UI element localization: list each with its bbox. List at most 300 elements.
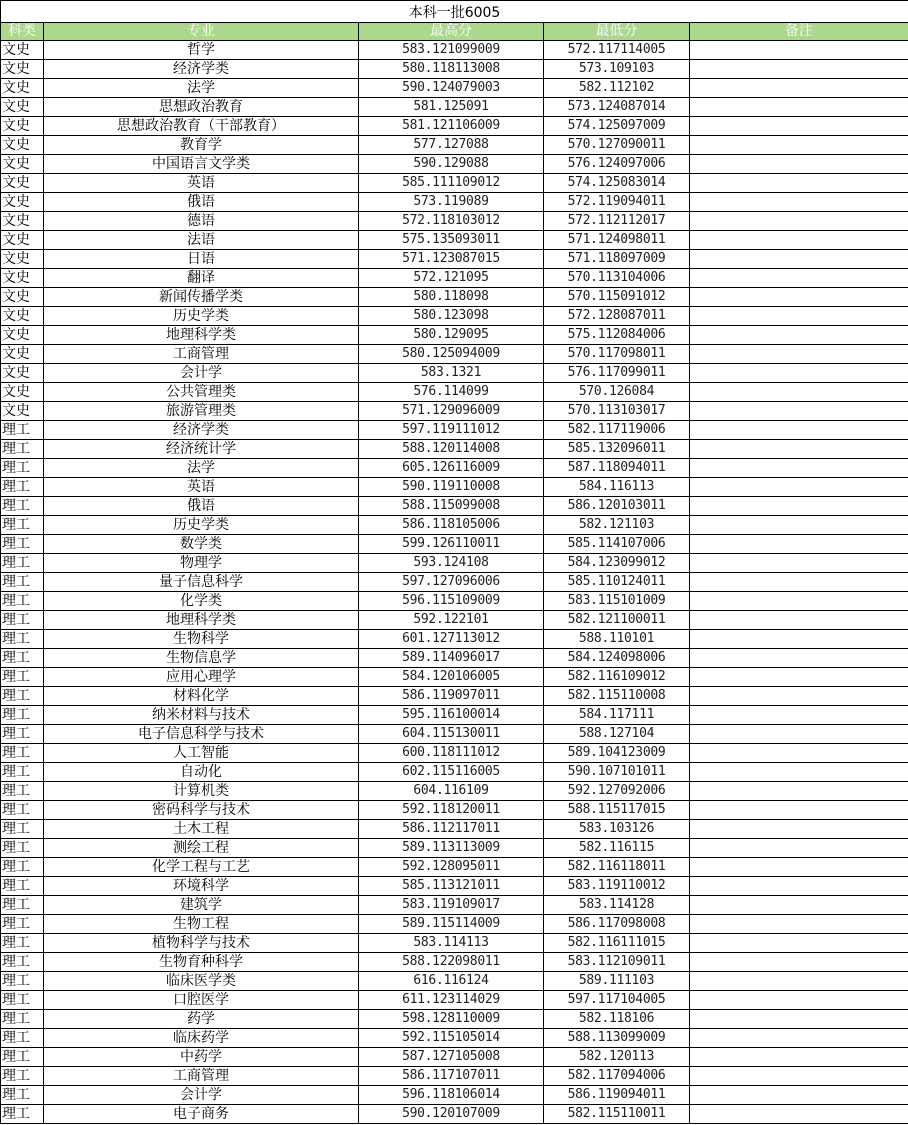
max-score-cell[interactable]: 586.119097011 <box>359 687 544 706</box>
note-cell[interactable] <box>690 763 908 782</box>
note-cell[interactable] <box>690 953 908 972</box>
note-cell[interactable] <box>690 535 908 554</box>
max-score-cell[interactable]: 575.135093011 <box>359 231 544 250</box>
category-cell[interactable]: 文史 <box>1 174 44 193</box>
major-cell[interactable]: 英语 <box>44 174 359 193</box>
max-score-cell[interactable]: 599.126110011 <box>359 535 544 554</box>
max-score-cell[interactable]: 572.121095 <box>359 269 544 288</box>
major-cell[interactable]: 法语 <box>44 231 359 250</box>
major-cell[interactable]: 数学类 <box>44 535 359 554</box>
max-score-cell[interactable]: 581.125091 <box>359 98 544 117</box>
table-title[interactable]: 本科一批6005 <box>1 1 908 23</box>
min-score-cell[interactable]: 574.125083014 <box>544 174 690 193</box>
table-row <box>1 706 908 725</box>
note-cell[interactable] <box>690 79 908 98</box>
category-cell[interactable]: 理工 <box>1 630 44 649</box>
note-cell[interactable] <box>690 60 908 79</box>
header-category[interactable]: 科类 <box>1 23 44 41</box>
major-cell[interactable]: 德语 <box>44 212 359 231</box>
category-cell[interactable]: 理工 <box>1 953 44 972</box>
max-score-cell[interactable]: 588.122098011 <box>359 953 544 972</box>
note-cell[interactable] <box>690 896 908 915</box>
category-cell[interactable]: 理工 <box>1 440 44 459</box>
max-score-cell[interactable]: 597.127096006 <box>359 573 544 592</box>
note-cell[interactable] <box>690 649 908 668</box>
max-score-cell[interactable]: 592.122101 <box>359 611 544 630</box>
major-cell[interactable]: 教育学 <box>44 136 359 155</box>
major-cell[interactable]: 思想政治教育（干部教育） <box>44 117 359 136</box>
max-score-cell[interactable]: 583.1321 <box>359 364 544 383</box>
note-cell[interactable] <box>690 915 908 934</box>
note-cell[interactable] <box>690 478 908 497</box>
max-score-cell[interactable]: 616.116124 <box>359 972 544 991</box>
note-cell[interactable] <box>690 98 908 117</box>
category-cell[interactable]: 理工 <box>1 1105 44 1124</box>
max-score-cell[interactable]: 585.111109012 <box>359 174 544 193</box>
max-score-cell[interactable]: 583.119109017 <box>359 896 544 915</box>
min-score-cell[interactable]: 583.114128 <box>544 896 690 915</box>
min-score-cell[interactable]: 588.127104 <box>544 725 690 744</box>
major-cell[interactable]: 经济统计学 <box>44 440 359 459</box>
note-cell[interactable] <box>690 1048 908 1067</box>
note-cell[interactable] <box>690 155 908 174</box>
max-score-cell[interactable]: 573.119089 <box>359 193 544 212</box>
category-cell[interactable]: 理工 <box>1 725 44 744</box>
note-cell[interactable] <box>690 364 908 383</box>
note-cell[interactable] <box>690 383 908 402</box>
min-score-cell[interactable]: 570.126084 <box>544 383 690 402</box>
note-cell[interactable] <box>690 573 908 592</box>
category-cell[interactable]: 文史 <box>1 231 44 250</box>
min-score-cell[interactable]: 597.117104005 <box>544 991 690 1010</box>
max-score-cell[interactable]: 589.114096017 <box>359 649 544 668</box>
category-cell[interactable]: 理工 <box>1 516 44 535</box>
major-cell[interactable]: 人工智能 <box>44 744 359 763</box>
major-cell[interactable]: 植物科学与技术 <box>44 934 359 953</box>
major-cell[interactable]: 物理学 <box>44 554 359 573</box>
note-cell[interactable] <box>690 307 908 326</box>
min-score-cell[interactable]: 588.110101 <box>544 630 690 649</box>
major-cell[interactable]: 计算机类 <box>44 782 359 801</box>
note-cell[interactable] <box>690 782 908 801</box>
note-cell[interactable] <box>690 497 908 516</box>
note-cell[interactable] <box>690 630 908 649</box>
min-score-cell[interactable]: 570.113104006 <box>544 269 690 288</box>
category-cell[interactable]: 文史 <box>1 269 44 288</box>
category-cell[interactable]: 文史 <box>1 364 44 383</box>
note-cell[interactable] <box>690 345 908 364</box>
category-cell[interactable]: 理工 <box>1 668 44 687</box>
min-score-cell[interactable]: 584.116113 <box>544 478 690 497</box>
major-cell[interactable]: 地理科学类 <box>44 326 359 345</box>
max-score-cell[interactable]: 590.120107009 <box>359 1105 544 1124</box>
category-cell[interactable]: 理工 <box>1 1048 44 1067</box>
table-row <box>1 592 908 611</box>
table-row <box>1 801 908 820</box>
category-cell[interactable]: 理工 <box>1 801 44 820</box>
category-cell[interactable]: 理工 <box>1 896 44 915</box>
min-score-cell[interactable]: 572.112112017 <box>544 212 690 231</box>
major-cell[interactable]: 药学 <box>44 1010 359 1029</box>
major-cell[interactable]: 俄语 <box>44 497 359 516</box>
note-cell[interactable] <box>690 402 908 421</box>
max-score-cell[interactable]: 602.115116005 <box>359 763 544 782</box>
category-cell[interactable]: 理工 <box>1 763 44 782</box>
major-cell[interactable]: 临床药学 <box>44 1029 359 1048</box>
major-cell[interactable]: 历史学类 <box>44 307 359 326</box>
min-score-cell[interactable]: 582.117094006 <box>544 1067 690 1086</box>
category-cell[interactable]: 理工 <box>1 592 44 611</box>
major-cell[interactable]: 会计学 <box>44 1086 359 1105</box>
major-cell[interactable]: 法学 <box>44 459 359 478</box>
major-cell[interactable]: 应用心理学 <box>44 668 359 687</box>
max-score-cell[interactable]: 595.116100014 <box>359 706 544 725</box>
major-cell[interactable]: 建筑学 <box>44 896 359 915</box>
note-cell[interactable] <box>690 611 908 630</box>
min-score-cell[interactable]: 584.117111 <box>544 706 690 725</box>
max-score-cell[interactable]: 593.124108 <box>359 554 544 573</box>
category-cell[interactable]: 文史 <box>1 212 44 231</box>
category-cell[interactable]: 理工 <box>1 573 44 592</box>
min-score-cell[interactable]: 583.115101009 <box>544 592 690 611</box>
note-cell[interactable] <box>690 687 908 706</box>
note-cell[interactable] <box>690 1086 908 1105</box>
max-score-cell[interactable]: 586.118105006 <box>359 516 544 535</box>
max-score-cell[interactable]: 576.114099 <box>359 383 544 402</box>
note-cell[interactable] <box>690 801 908 820</box>
max-score-cell[interactable]: 589.113113009 <box>359 839 544 858</box>
note-cell[interactable] <box>690 858 908 877</box>
note-cell[interactable] <box>690 972 908 991</box>
header-note[interactable]: 备注 <box>690 23 908 41</box>
min-score-cell[interactable]: 586.120103011 <box>544 497 690 516</box>
min-score-cell[interactable]: 572.117114005 <box>544 41 690 60</box>
note-cell[interactable] <box>690 516 908 535</box>
note-cell[interactable] <box>690 231 908 250</box>
min-score-cell[interactable]: 587.118094011 <box>544 459 690 478</box>
note-cell[interactable] <box>690 839 908 858</box>
min-score-cell[interactable]: 590.107101011 <box>544 763 690 782</box>
major-cell[interactable]: 中药学 <box>44 1048 359 1067</box>
min-score-cell[interactable]: 582.117119006 <box>544 421 690 440</box>
category-cell[interactable]: 理工 <box>1 1086 44 1105</box>
category-cell[interactable]: 文史 <box>1 250 44 269</box>
category-cell[interactable]: 理工 <box>1 877 44 896</box>
note-cell[interactable] <box>690 877 908 896</box>
min-score-cell[interactable]: 582.116118011 <box>544 858 690 877</box>
major-cell[interactable]: 法学 <box>44 79 359 98</box>
max-score-cell[interactable]: 580.129095 <box>359 326 544 345</box>
min-score-cell[interactable]: 573.124087014 <box>544 98 690 117</box>
header-min-score[interactable]: 最低分 <box>544 23 690 41</box>
category-cell[interactable]: 理工 <box>1 972 44 991</box>
category-cell[interactable]: 文史 <box>1 288 44 307</box>
category-cell[interactable]: 文史 <box>1 193 44 212</box>
min-score-cell[interactable]: 582.116111015 <box>544 934 690 953</box>
max-score-cell[interactable]: 577.127088 <box>359 136 544 155</box>
max-score-cell[interactable]: 585.113121011 <box>359 877 544 896</box>
note-cell[interactable] <box>690 136 908 155</box>
category-cell[interactable]: 文史 <box>1 98 44 117</box>
major-cell[interactable]: 环境科学 <box>44 877 359 896</box>
max-score-cell[interactable]: 571.129096009 <box>359 402 544 421</box>
major-cell[interactable]: 经济学类 <box>44 60 359 79</box>
max-score-cell[interactable]: 592.115105014 <box>359 1029 544 1048</box>
major-cell[interactable]: 经济学类 <box>44 421 359 440</box>
major-cell[interactable]: 量子信息科学 <box>44 573 359 592</box>
max-score-cell[interactable]: 596.118106014 <box>359 1086 544 1105</box>
note-cell[interactable] <box>690 421 908 440</box>
major-cell[interactable]: 中国语言文学类 <box>44 155 359 174</box>
category-cell[interactable]: 文史 <box>1 383 44 402</box>
max-score-cell[interactable]: 596.115109009 <box>359 592 544 611</box>
max-score-cell[interactable]: 592.118120011 <box>359 801 544 820</box>
min-score-cell[interactable]: 576.124097006 <box>544 155 690 174</box>
category-cell[interactable]: 理工 <box>1 611 44 630</box>
min-score-cell[interactable]: 582.116115 <box>544 839 690 858</box>
max-score-cell[interactable]: 580.118098 <box>359 288 544 307</box>
min-score-cell[interactable]: 584.124098006 <box>544 649 690 668</box>
max-score-cell[interactable]: 604.115130011 <box>359 725 544 744</box>
category-cell[interactable]: 文史 <box>1 136 44 155</box>
major-cell[interactable]: 材料化学 <box>44 687 359 706</box>
note-cell[interactable] <box>690 269 908 288</box>
min-score-cell[interactable]: 570.117098011 <box>544 345 690 364</box>
note-cell[interactable] <box>690 744 908 763</box>
note-cell[interactable] <box>690 1029 908 1048</box>
note-cell[interactable] <box>690 326 908 345</box>
major-cell[interactable]: 俄语 <box>44 193 359 212</box>
major-cell[interactable]: 生物工程 <box>44 915 359 934</box>
max-score-cell[interactable]: 586.112117011 <box>359 820 544 839</box>
min-score-cell[interactable]: 582.116109012 <box>544 668 690 687</box>
max-score-cell[interactable]: 583.121099009 <box>359 41 544 60</box>
major-cell[interactable]: 纳米材料与技术 <box>44 706 359 725</box>
note-cell[interactable] <box>690 117 908 136</box>
major-cell[interactable]: 翻译 <box>44 269 359 288</box>
max-score-cell[interactable]: 589.115114009 <box>359 915 544 934</box>
min-score-cell[interactable]: 570.127090011 <box>544 136 690 155</box>
note-cell[interactable] <box>690 934 908 953</box>
max-score-cell[interactable]: 588.115099008 <box>359 497 544 516</box>
major-cell[interactable]: 电子商务 <box>44 1105 359 1124</box>
note-cell[interactable] <box>690 820 908 839</box>
max-score-cell[interactable]: 581.121106009 <box>359 117 544 136</box>
min-score-cell[interactable]: 592.127092006 <box>544 782 690 801</box>
max-score-cell[interactable]: 580.118113008 <box>359 60 544 79</box>
max-score-cell[interactable]: 572.118103012 <box>359 212 544 231</box>
category-cell[interactable]: 理工 <box>1 1010 44 1029</box>
major-cell[interactable]: 临床医学类 <box>44 972 359 991</box>
min-score-cell[interactable]: 571.124098011 <box>544 231 690 250</box>
category-cell[interactable]: 文史 <box>1 326 44 345</box>
note-cell[interactable] <box>690 592 908 611</box>
min-score-cell[interactable]: 588.113099009 <box>544 1029 690 1048</box>
min-score-cell[interactable]: 582.112102 <box>544 79 690 98</box>
max-score-cell[interactable]: 590.119110008 <box>359 478 544 497</box>
category-cell[interactable]: 文史 <box>1 345 44 364</box>
major-cell[interactable]: 生物育种科学 <box>44 953 359 972</box>
min-score-cell[interactable]: 589.104123009 <box>544 744 690 763</box>
category-cell[interactable]: 理工 <box>1 744 44 763</box>
category-cell[interactable]: 文史 <box>1 155 44 174</box>
major-cell[interactable]: 密码科学与技术 <box>44 801 359 820</box>
category-cell[interactable]: 文史 <box>1 79 44 98</box>
note-cell[interactable] <box>690 706 908 725</box>
major-cell[interactable]: 生物信息学 <box>44 649 359 668</box>
major-cell[interactable]: 工商管理 <box>44 345 359 364</box>
table-row <box>1 269 908 288</box>
max-score-cell[interactable]: 583.114113 <box>359 934 544 953</box>
max-score-cell[interactable]: 588.120114008 <box>359 440 544 459</box>
max-score-cell[interactable]: 586.117107011 <box>359 1067 544 1086</box>
major-cell[interactable]: 地理科学类 <box>44 611 359 630</box>
category-cell[interactable]: 理工 <box>1 782 44 801</box>
max-score-cell[interactable]: 604.116109 <box>359 782 544 801</box>
note-cell[interactable] <box>690 250 908 269</box>
min-score-cell[interactable]: 582.121103 <box>544 516 690 535</box>
note-cell[interactable] <box>690 193 908 212</box>
major-cell[interactable]: 历史学类 <box>44 516 359 535</box>
major-cell[interactable]: 英语 <box>44 478 359 497</box>
table-row <box>1 1067 908 1086</box>
max-score-cell[interactable]: 601.127113012 <box>359 630 544 649</box>
category-cell[interactable]: 理工 <box>1 421 44 440</box>
category-cell[interactable]: 文史 <box>1 41 44 60</box>
note-cell[interactable] <box>690 1067 908 1086</box>
max-score-cell[interactable]: 571.123087015 <box>359 250 544 269</box>
category-cell[interactable]: 文史 <box>1 117 44 136</box>
min-score-cell[interactable]: 585.110124011 <box>544 573 690 592</box>
category-cell[interactable]: 文史 <box>1 307 44 326</box>
min-score-cell[interactable]: 582.115110011 <box>544 1105 690 1124</box>
note-cell[interactable] <box>690 288 908 307</box>
min-score-cell[interactable]: 586.117098008 <box>544 915 690 934</box>
min-score-cell[interactable]: 583.119110012 <box>544 877 690 896</box>
note-cell[interactable] <box>690 554 908 573</box>
note-cell[interactable] <box>690 725 908 744</box>
max-score-cell[interactable]: 598.128110009 <box>359 1010 544 1029</box>
category-cell[interactable]: 理工 <box>1 934 44 953</box>
note-cell[interactable] <box>690 1010 908 1029</box>
note-cell[interactable] <box>690 991 908 1010</box>
category-cell[interactable]: 理工 <box>1 687 44 706</box>
min-score-cell[interactable]: 583.112109011 <box>544 953 690 972</box>
max-score-cell[interactable]: 590.129088 <box>359 155 544 174</box>
max-score-cell[interactable]: 590.124079003 <box>359 79 544 98</box>
min-score-cell[interactable]: 583.103126 <box>544 820 690 839</box>
min-score-cell[interactable]: 586.119094011 <box>544 1086 690 1105</box>
min-score-cell[interactable]: 584.123099012 <box>544 554 690 573</box>
min-score-cell[interactable]: 570.113103017 <box>544 402 690 421</box>
min-score-cell[interactable]: 589.111103 <box>544 972 690 991</box>
min-score-cell[interactable]: 572.128087011 <box>544 307 690 326</box>
table-row <box>1 440 908 459</box>
header-max-score[interactable]: 最高分 <box>359 23 544 41</box>
note-cell[interactable] <box>690 212 908 231</box>
min-score-cell[interactable]: 575.112084006 <box>544 326 690 345</box>
major-cell[interactable]: 电子信息科学与技术 <box>44 725 359 744</box>
max-score-cell[interactable]: 587.127105008 <box>359 1048 544 1067</box>
major-cell[interactable]: 日语 <box>44 250 359 269</box>
category-cell[interactable]: 理工 <box>1 915 44 934</box>
category-cell[interactable]: 理工 <box>1 839 44 858</box>
max-score-cell[interactable]: 580.125094009 <box>359 345 544 364</box>
major-cell[interactable]: 土木工程 <box>44 820 359 839</box>
major-cell[interactable]: 会计学 <box>44 364 359 383</box>
max-score-cell[interactable]: 605.126116009 <box>359 459 544 478</box>
category-cell[interactable]: 理工 <box>1 554 44 573</box>
table-row <box>1 174 908 193</box>
category-cell[interactable]: 理工 <box>1 649 44 668</box>
major-cell[interactable]: 思想政治教育 <box>44 98 359 117</box>
max-score-cell[interactable]: 611.123114029 <box>359 991 544 1010</box>
table-row <box>1 782 908 801</box>
category-cell[interactable]: 理工 <box>1 535 44 554</box>
category-cell[interactable]: 理工 <box>1 459 44 478</box>
note-cell[interactable] <box>690 1105 908 1124</box>
table-row <box>1 820 908 839</box>
header-major[interactable]: 专业 <box>44 23 359 41</box>
major-cell[interactable]: 口腔医学 <box>44 991 359 1010</box>
category-cell[interactable]: 理工 <box>1 478 44 497</box>
category-cell[interactable]: 理工 <box>1 991 44 1010</box>
major-cell[interactable]: 自动化 <box>44 763 359 782</box>
major-cell[interactable]: 旅游管理类 <box>44 402 359 421</box>
note-cell[interactable] <box>690 440 908 459</box>
category-cell[interactable]: 理工 <box>1 706 44 725</box>
min-score-cell[interactable]: 582.121100011 <box>544 611 690 630</box>
max-score-cell[interactable]: 597.119111012 <box>359 421 544 440</box>
min-score-cell[interactable]: 573.109103 <box>544 60 690 79</box>
max-score-cell[interactable]: 592.128095011 <box>359 858 544 877</box>
min-score-cell[interactable]: 585.132096011 <box>544 440 690 459</box>
note-cell[interactable] <box>690 459 908 478</box>
note-cell[interactable] <box>690 668 908 687</box>
min-score-cell[interactable]: 570.115091012 <box>544 288 690 307</box>
category-cell[interactable]: 理工 <box>1 820 44 839</box>
max-score-cell[interactable]: 584.120106005 <box>359 668 544 687</box>
major-cell[interactable]: 公共管理类 <box>44 383 359 402</box>
min-score-cell[interactable]: 571.118097009 <box>544 250 690 269</box>
major-cell[interactable]: 新闻传播学类 <box>44 288 359 307</box>
category-cell[interactable]: 理工 <box>1 1029 44 1048</box>
category-cell[interactable]: 理工 <box>1 497 44 516</box>
min-score-cell[interactable]: 572.119094011 <box>544 193 690 212</box>
min-score-cell[interactable]: 588.115117015 <box>544 801 690 820</box>
max-score-cell[interactable]: 600.118111012 <box>359 744 544 763</box>
max-score-cell[interactable]: 580.123098 <box>359 307 544 326</box>
category-cell[interactable]: 文史 <box>1 402 44 421</box>
min-score-cell[interactable]: 574.125097009 <box>544 117 690 136</box>
category-cell[interactable]: 文史 <box>1 60 44 79</box>
min-score-cell[interactable]: 582.120113 <box>544 1048 690 1067</box>
min-score-cell[interactable]: 576.117099011 <box>544 364 690 383</box>
note-cell[interactable] <box>690 41 908 60</box>
min-score-cell[interactable]: 585.114107006 <box>544 535 690 554</box>
major-cell[interactable]: 测绘工程 <box>44 839 359 858</box>
min-score-cell[interactable]: 582.118106 <box>544 1010 690 1029</box>
major-cell[interactable]: 化学工程与工艺 <box>44 858 359 877</box>
note-cell[interactable] <box>690 174 908 193</box>
major-cell[interactable]: 生物科学 <box>44 630 359 649</box>
major-cell[interactable]: 化学类 <box>44 592 359 611</box>
category-cell[interactable]: 理工 <box>1 858 44 877</box>
major-cell[interactable]: 工商管理 <box>44 1067 359 1086</box>
major-cell[interactable]: 哲学 <box>44 41 359 60</box>
category-cell[interactable]: 理工 <box>1 1067 44 1086</box>
min-score-cell[interactable]: 582.115110008 <box>544 687 690 706</box>
